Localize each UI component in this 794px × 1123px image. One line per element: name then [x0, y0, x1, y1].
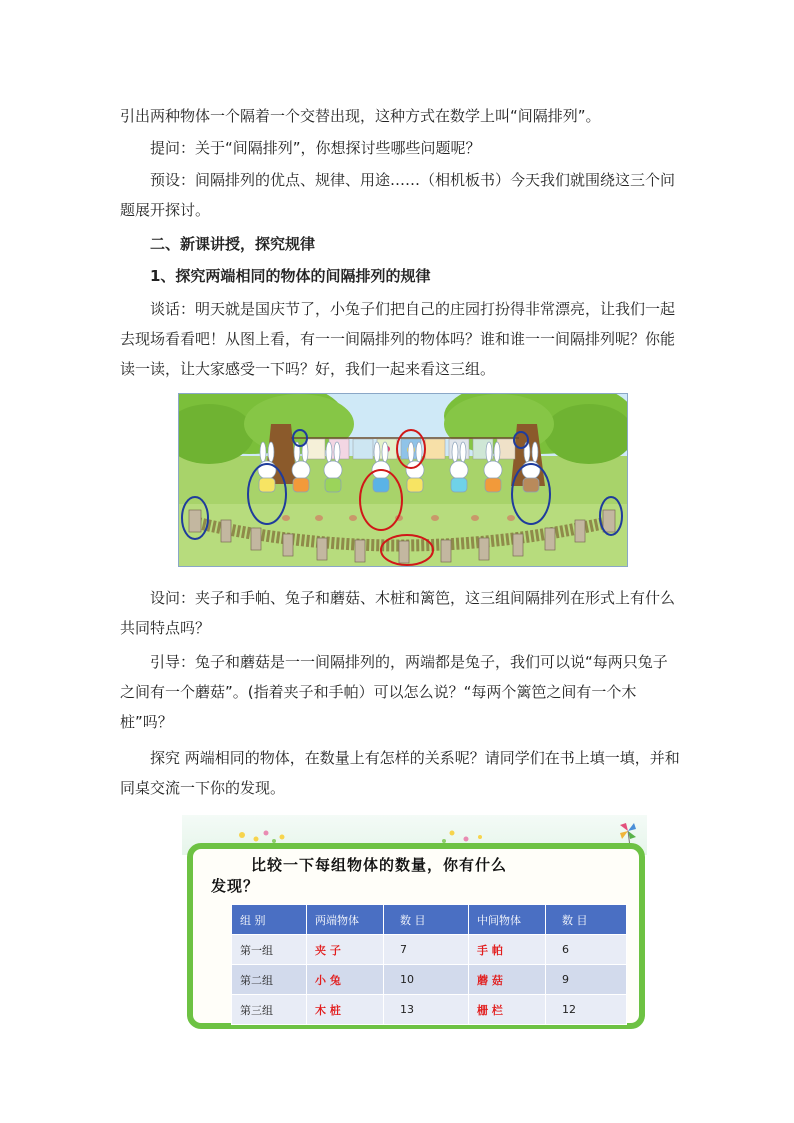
rabbit-garden-illustration: [178, 393, 628, 567]
table-row: [232, 995, 627, 1025]
ask-paragraph: 设问：夹子和手帕、兔子和蘑菇、木桩和篱笆，这三组间隔排列在形式上有什么共同特点吗？: [120, 589, 676, 637]
talk-paragraph: 谈话：明天就是国庆节了，小兔子们把自己的庄园打扮得非常漂亮，让我们一起去现场看看吧！从图上看，有一一间隔排列的物体吗？谁和谁一一间隔排列呢？你能读一读，让大家感受一下吗？好，我们一起来看这三组。: [120, 300, 676, 378]
explore-paragraph: 探究 两端相同的物体，在数量上有怎样的关系呢？请同学们在书上填一填，并和同桌交流一下你的发现。: [120, 749, 680, 797]
header-group: 组 别: [232, 905, 307, 935]
cell-group: 第三组: [232, 995, 307, 1025]
cell-middle-count: 9: [546, 965, 627, 995]
intro-line: 引出两种物体一个隔着一个交替出现，这种方式在数学上叫“间隔排列”。: [120, 107, 601, 125]
cell-end-object: 小 兔: [307, 965, 384, 995]
header-end-object: 两端物体: [307, 905, 384, 935]
header-end-count: 数 目: [384, 905, 469, 935]
cell-end-count: 13: [384, 995, 469, 1025]
table-row: [232, 965, 627, 995]
table-row: [232, 935, 627, 965]
section-subheading: 1、探究两端相同的物体的间隔排列的规律: [150, 267, 431, 285]
header-middle-count: 数 目: [546, 905, 627, 935]
section-heading: 二、新课讲授，探究规律: [150, 235, 316, 253]
card-title-line1: 比较一下每组物体的数量，你有什么: [251, 856, 508, 874]
card-title: [211, 855, 631, 897]
table-header-row: [232, 905, 627, 935]
cell-middle-count: 12: [546, 995, 627, 1025]
cell-middle-object: 栅 栏: [469, 995, 546, 1025]
cell-end-object: 木 桩: [307, 995, 384, 1025]
guide-paragraph: 引导：兔子和蘑菇是一一间隔排列的，两端都是兔子，我们可以说“每两只兔子之间有一个蘑菇”。(指着夹子和手帕）可以怎么说？“每两个篱笆之间有一个木桩”吗？: [120, 653, 668, 731]
cell-end-object: 夹 子: [307, 935, 384, 965]
header-middle-object: 中间物体: [469, 905, 546, 935]
cell-end-count: 7: [384, 935, 469, 965]
cell-middle-object: 手 帕: [469, 935, 546, 965]
comparison-card: [182, 815, 647, 1027]
preset-paragraph: 预设：间隔排列的优点、规律、用途……（相机板书）今天我们就围绕这三个问题展开探讨。: [120, 171, 676, 219]
card-title-line2: 发现？: [211, 877, 260, 895]
cell-group: 第二组: [232, 965, 307, 995]
cell-group: 第一组: [232, 935, 307, 965]
cell-middle-object: 蘑 菇: [469, 965, 546, 995]
comparison-table: [231, 904, 627, 1025]
question-line: 提问：关于“间隔排列”，你想探讨些哪些问题呢？: [150, 139, 481, 157]
card-panel: [187, 843, 645, 1029]
cell-end-count: 10: [384, 965, 469, 995]
cell-middle-count: 6: [546, 935, 627, 965]
